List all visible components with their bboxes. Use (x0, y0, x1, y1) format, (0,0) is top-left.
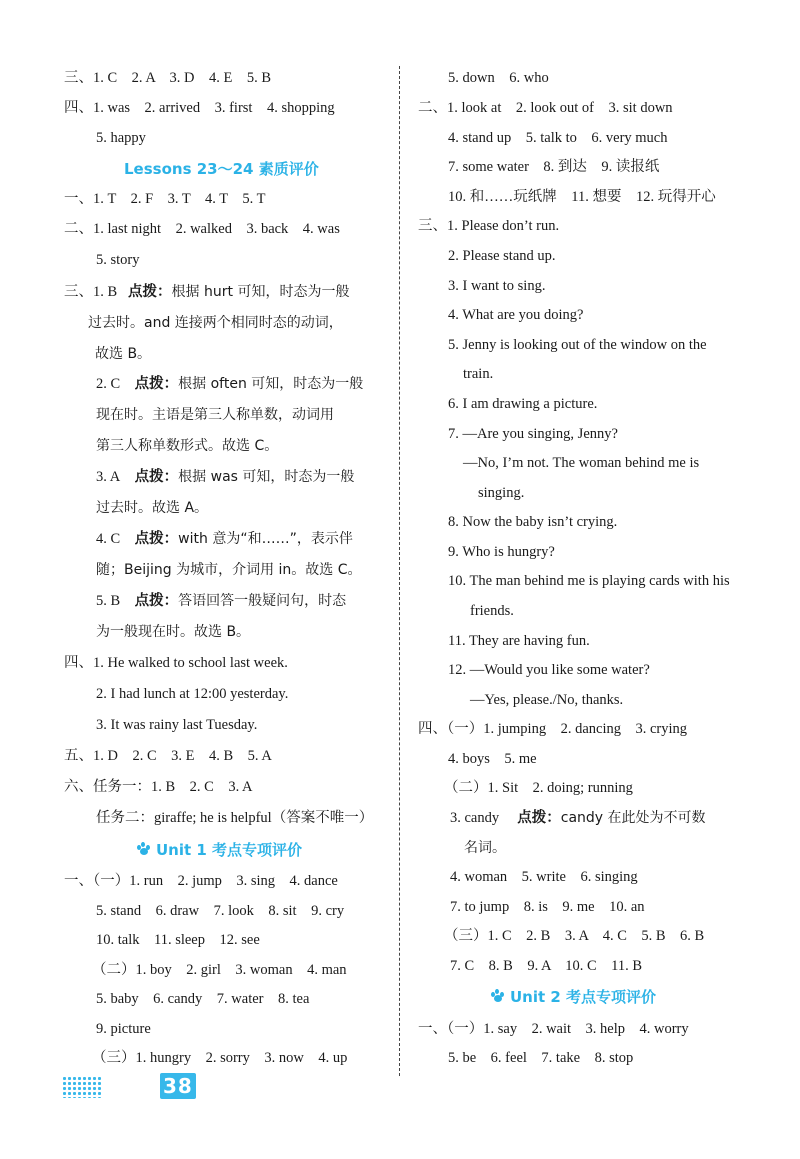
hint-text: 答语回答一般疑问句，时态 (178, 593, 347, 609)
answer-line: （三）1. C 2. B 3. A 4. C 5. B 6. B (444, 928, 705, 944)
hint-text: 故选 B。 (95, 346, 152, 362)
hint-text: candy 在此处为不可数 (560, 810, 706, 826)
answer-line: 10. The man behind me is playing cards with his (448, 573, 730, 589)
answer-line: 5. Jenny is looking out of the window on the (448, 337, 707, 353)
hint-label: 点拨： (128, 284, 172, 300)
answer-line: 4. stand up 5. talk to 6. very much (448, 130, 668, 146)
answer-line: 三、1. C 2. A 3. D 4. E 5. B (64, 70, 272, 86)
answer-line: train. (463, 366, 494, 382)
answer-line (96, 529, 353, 549)
hint-text: 过去时。故选 A。 (96, 500, 209, 516)
answer-line: singing. (478, 485, 525, 501)
answer-line: 2. Please stand up. (448, 248, 556, 264)
answer-line: （三）1. hungry 2. sorry 3. now 4. up (92, 1050, 348, 1066)
section-heading: Lessons 23～24 素质评价 (124, 160, 319, 178)
hint-text: 随；Beijing 为城市，介词用 in。故选 C。 (96, 562, 362, 578)
answer-line: 三、1. Please don’t run. (418, 218, 560, 234)
hint-label: 点拨： (134, 593, 179, 609)
answer-line: 五、1. D 2. C 3. E 4. B 5. A (64, 748, 272, 764)
answer-line (96, 591, 346, 611)
answer-line: 3. I want to sing. (448, 278, 546, 294)
answer-line: 7. C 8. B 9. A 10. C 11. B (450, 958, 643, 974)
answer-line: 5. happy (96, 130, 146, 146)
hint-text: 根据 was 可知，时态为一般 (178, 469, 355, 485)
answer-line: 10. 和……玩纸牌 11. 想要 12. 玩得开心 (448, 189, 716, 205)
answer-number: 5. B (96, 593, 121, 609)
answer-line: friends. (470, 603, 514, 619)
section-heading (490, 987, 656, 1007)
answer-line: 5. baby 6. candy 7. water 8. tea (96, 991, 310, 1007)
page-number: 38 (160, 1073, 196, 1099)
section-heading-text: Unit 2 考点专项评价 (510, 988, 657, 1006)
answer-number: 2. C (96, 376, 121, 392)
answer-line: 7. to jump 8. is 9. me 10. an (450, 899, 645, 915)
answer-line: 任务二：giraffe; he is helpful（答案不唯一） (96, 810, 374, 826)
hint-label: 点拨： (517, 810, 561, 826)
paw-icon (136, 842, 152, 856)
answer-line (96, 467, 354, 487)
column-divider (399, 66, 400, 1076)
answer-line: （二）1. Sit 2. doing; running (444, 780, 633, 796)
answer-line: 5. stand 6. draw 7. look 8. sit 9. cry (96, 903, 345, 919)
answer-line (64, 282, 349, 302)
answer-line: 四、1. He walked to school last week. (64, 655, 288, 671)
section-heading (136, 840, 302, 860)
answer-line: 一、（一）1. run 2. jump 3. sing 4. dance (64, 873, 338, 889)
answer-line: 四、（一）1. jumping 2. dancing 3. crying (418, 721, 688, 737)
answer-line: 4. woman 5. write 6. singing (450, 869, 638, 885)
hint-text: 为一般现在时。故选 B。 (96, 624, 251, 640)
answer-line: 一、（一）1. say 2. wait 3. help 4. worry (418, 1021, 689, 1037)
answer-line: 一、1. T 2. F 3. T 4. T 5. T (64, 191, 266, 207)
paw-icon (490, 989, 506, 1003)
answer-line: 四、1. was 2. arrived 3. first 4. shopping (64, 100, 335, 116)
hint-text: 过去时。and 连接两个相同时态的动词， (88, 315, 343, 331)
section-heading-text: Unit 1 考点专项评价 (156, 841, 303, 859)
answer-line: 9. picture (96, 1021, 151, 1037)
answer-line: 7. some water 8. 到达 9. 读报纸 (448, 159, 660, 175)
answer-line: 7. —Are you singing, Jenny? (448, 426, 618, 442)
answer-line: 3. It was rainy last Tuesday. (96, 717, 258, 733)
answer-line: 6. I am drawing a picture. (448, 396, 598, 412)
hint-text: 根据 hurt 可知，时态为一般 (171, 284, 350, 300)
answer-line: 5. story (96, 252, 140, 268)
answer-line: 4. boys 5. me (448, 751, 537, 767)
answer-number: 三、1. B (64, 284, 118, 300)
answer-line: 9. Who is hungry? (448, 544, 555, 560)
answer-line: 11. They are having fun. (448, 633, 590, 649)
page-number-decoration (62, 1076, 102, 1098)
hint-label: 点拨： (134, 376, 179, 392)
hint-label: 点拨： (134, 531, 179, 547)
answer-line: —No, I’m not. The woman behind me is (463, 455, 700, 471)
answer-line (450, 808, 706, 828)
hint-text: with 意为“和……”，表示伴 (178, 531, 353, 547)
answer-line: （二）1. boy 2. girl 3. woman 4. man (92, 962, 347, 978)
answer-number: 3. A (96, 469, 121, 485)
hint-text: 根据 often 可知，时态为一般 (178, 376, 364, 392)
answer-line: 4. What are you doing? (448, 307, 584, 323)
answer-line: 5. be 6. feel 7. take 8. stop (448, 1050, 634, 1066)
hint-label: 点拨： (134, 469, 179, 485)
answer-line: —Yes, please./No, thanks. (470, 692, 624, 708)
hint-text: 名词。 (464, 840, 506, 856)
answer-number: 3. candy (450, 810, 500, 826)
answer-line: 2. I had lunch at 12:00 yesterday. (96, 686, 289, 702)
answer-line: 12. —Would you like some water? (448, 662, 650, 678)
answer-line: 10. talk 11. sleep 12. see (96, 932, 260, 948)
answer-line: 5. down 6. who (448, 70, 549, 86)
hint-text: 现在时。主语是第三人称单数，动词用 (96, 407, 334, 423)
hint-text: 第三人称单数形式。故选 C。 (96, 438, 279, 454)
answer-number: 4. C (96, 531, 121, 547)
answer-line: 六、任务一：1. B 2. C 3. A (64, 779, 253, 795)
answer-line (96, 374, 363, 394)
answer-line: 8. Now the baby isn’t crying. (448, 514, 618, 530)
answer-line: 二、1. look at 2. look out of 3. sit down (418, 100, 673, 116)
answer-line: 二、1. last night 2. walked 3. back 4. was (64, 221, 340, 237)
